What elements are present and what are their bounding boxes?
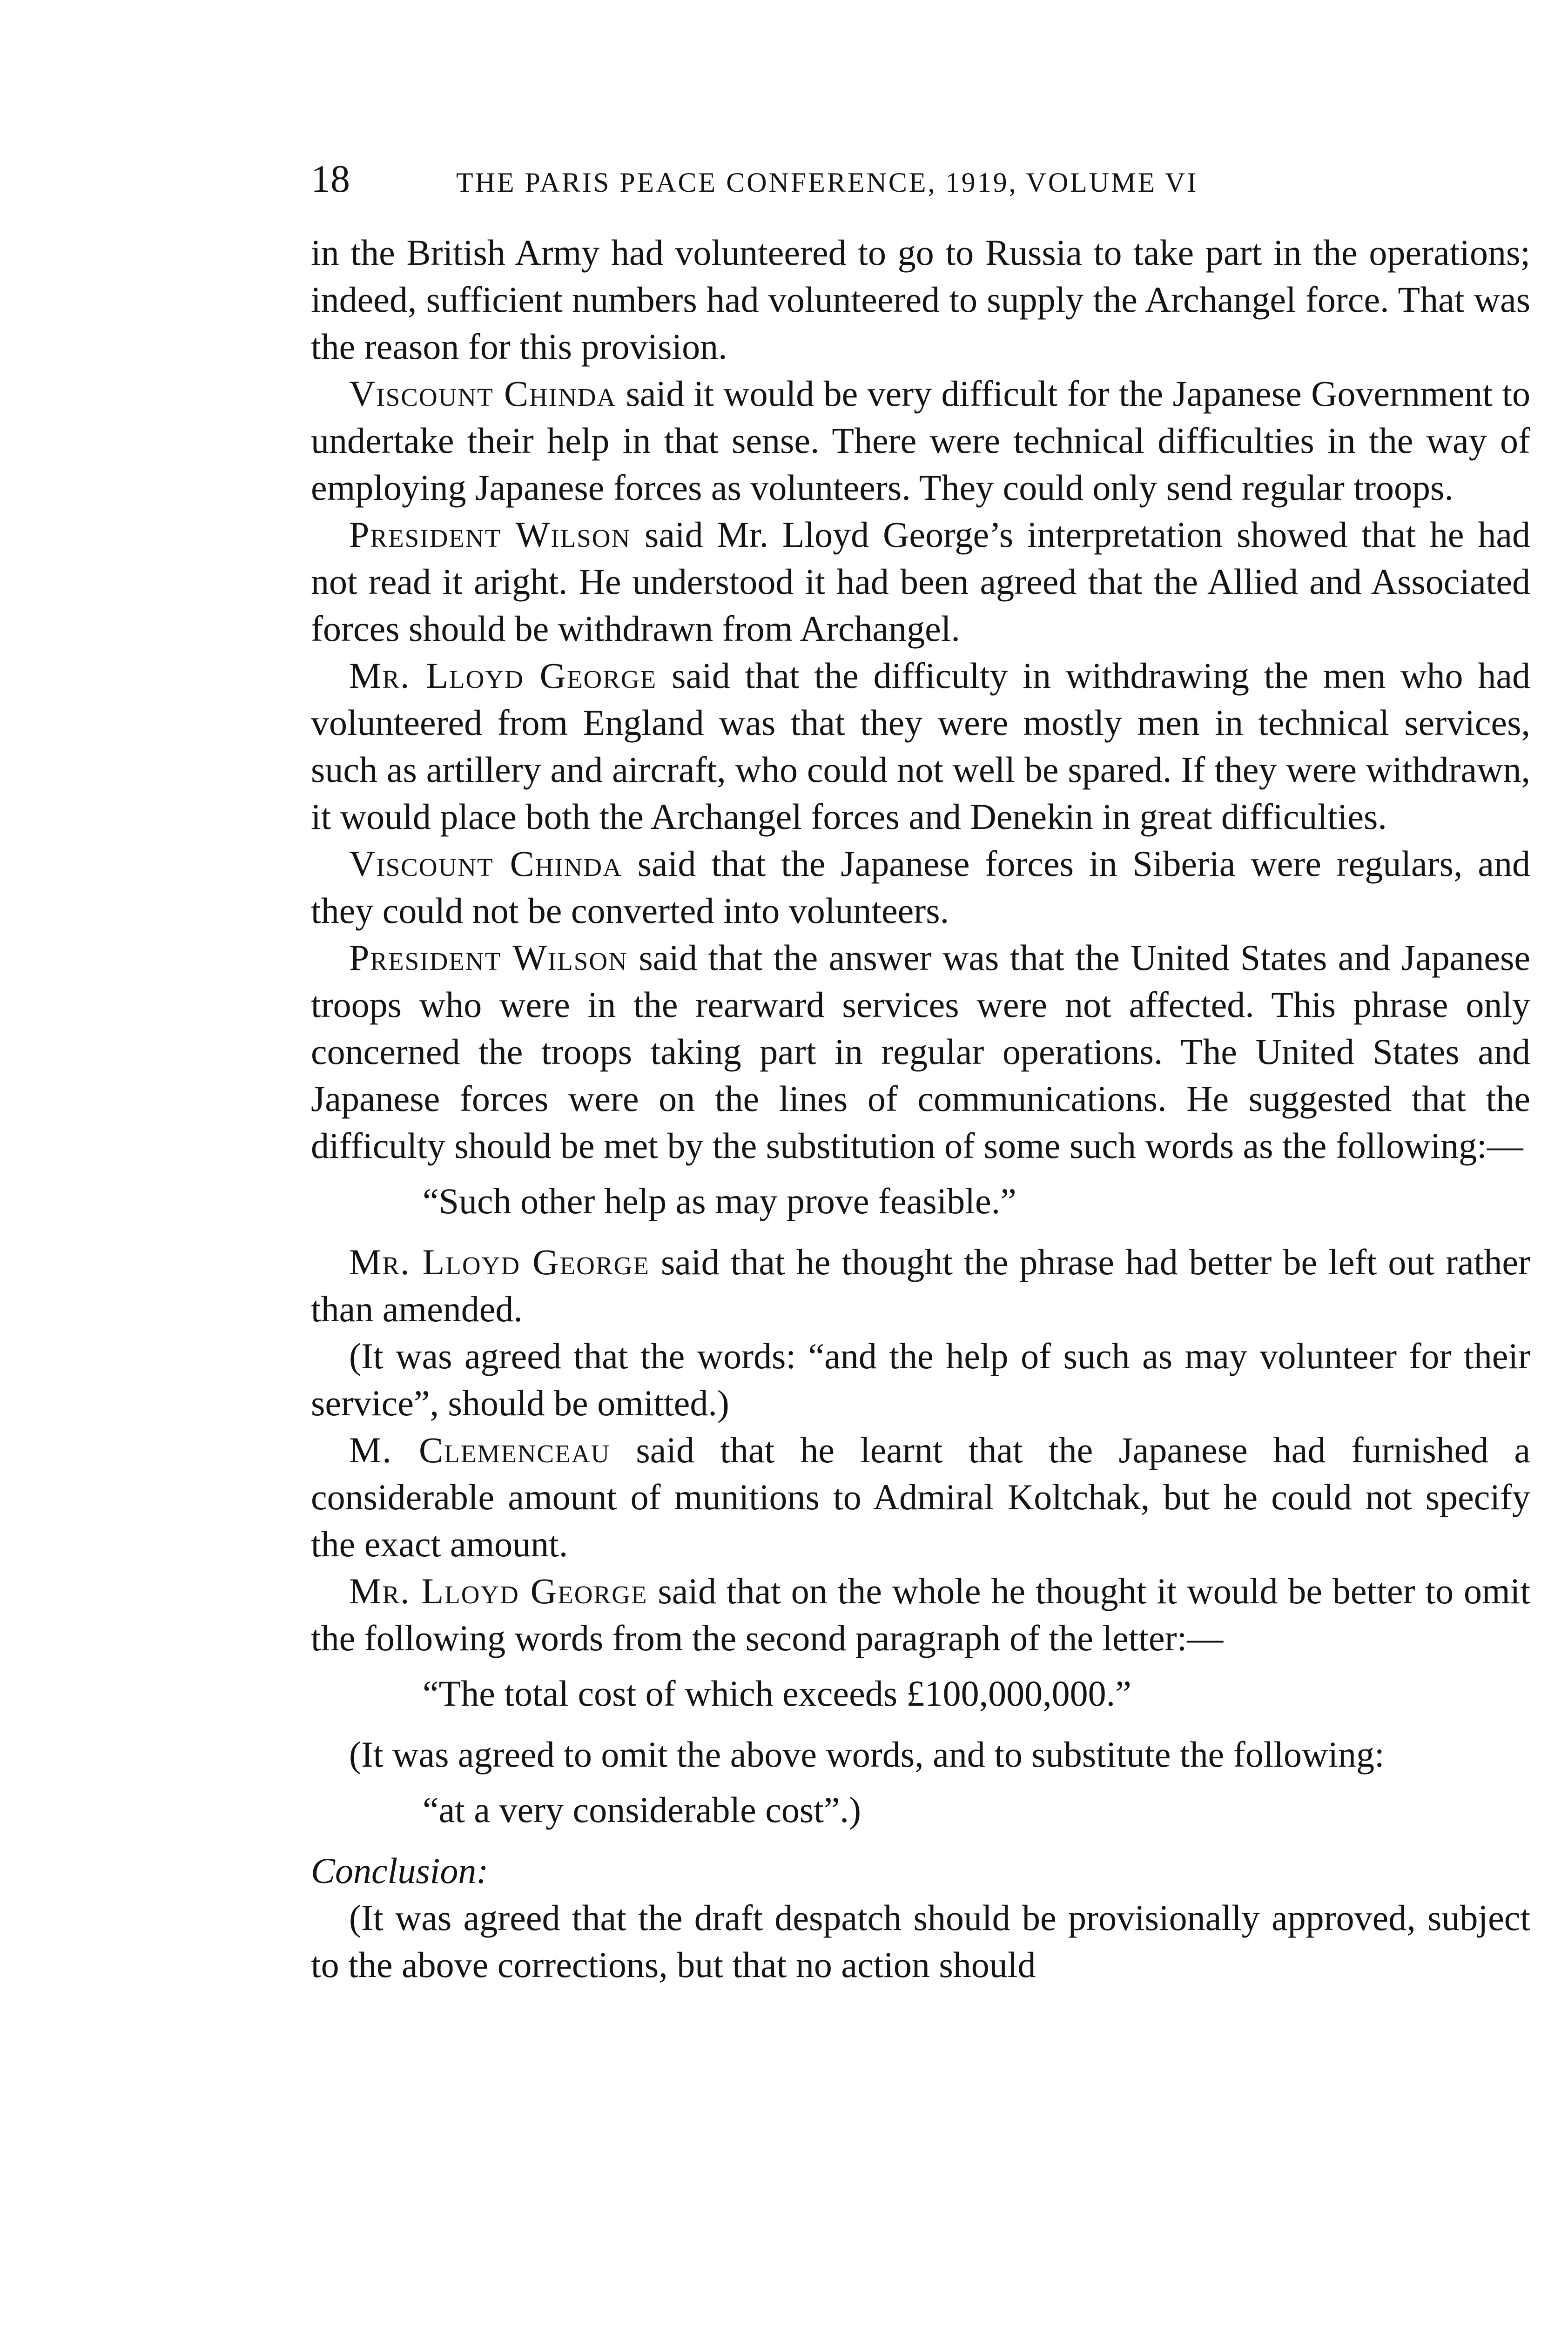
paragraph-lloyd-george-3	[311, 1567, 1530, 1661]
paragraph-text: said that on the whole he thought it would be better to omit the following words from the second paragraph of the letter:—	[311, 1571, 1530, 1658]
speaker-name: President Wilson	[349, 937, 628, 978]
block-quote: “Such other help as may prove feasible.”	[423, 1181, 1016, 1221]
paragraph-agreement-1	[311, 1332, 1530, 1426]
paragraph-conclusion	[311, 1894, 1530, 1988]
paragraph-text: said that the Japanese forces in Siberia were regulars, and they could not be converted into volunteers.	[311, 843, 1530, 931]
paragraph-lloyd-george-2	[311, 1238, 1530, 1332]
paragraph-agreement-2	[311, 1731, 1530, 1778]
page-number: 18	[311, 157, 350, 201]
paragraph-text: said that the answer was that the United States and Japanese troops who were in the rearward services were not affected. This phrase only concerned the troops taking part in regular operations. The United States and Japanese forces were on the lines of communications. He suggested that the difficulty should be met by the substitution of some such words as the following:—	[311, 937, 1530, 1166]
paragraph-text: said that the difficulty in withdrawing the men who had volunteered from England was that they were mostly men in technical services, such as artillery and aircraft, who could not well be spared. If they were withdrawn, it would place both the Archangel forces and Denekin in great difficulties.	[311, 655, 1530, 837]
paragraph-clemenceau	[311, 1426, 1530, 1567]
paragraph-text: said that he learnt that the Japanese had furnished a considerable amount of munitions to Admiral Koltchak, but he could not specify the exact amount.	[311, 1430, 1530, 1564]
paragraph-chinda-1	[311, 370, 1530, 511]
paragraph-text: said Mr. Lloyd George’s interpretation showed that he had not read it aright. He understood it had been agreed that the Allied and Associated forces should be withdrawn from Archangel.	[311, 514, 1530, 649]
speaker-name: Mr. Lloyd George	[349, 1242, 650, 1282]
block-quote: “The total cost of which exceeds £100,000,000.”	[423, 1673, 1131, 1714]
paragraph-chinda-2	[311, 840, 1530, 934]
running-head	[311, 154, 1530, 205]
paragraph-text: said that he thought the phrase had better be left out rather than amended.	[311, 1242, 1530, 1329]
speaker-name: M. Clemenceau	[349, 1430, 611, 1470]
speaker-name: President Wilson	[349, 514, 631, 555]
speaker-name: Viscount Chinda	[349, 843, 622, 884]
speaker-name: Viscount Chinda	[349, 373, 617, 414]
paragraph-text: in the British Army had volunteered to go to Russia to take part in the operations; indeed, sufficient numbers had volunteered to supply the Archangel force. That was the reason for this provision.	[311, 232, 1530, 367]
running-title: THE PARIS PEACE CONFERENCE, 1919, VOLUME VI	[456, 167, 1198, 198]
paragraph-lloyd-george-1	[311, 652, 1530, 840]
body-text	[311, 229, 1530, 1988]
paragraph-wilson-2	[311, 934, 1530, 1169]
paragraph-wilson-1	[311, 511, 1530, 652]
paragraph-text: (It was agreed to omit the above words, and to substitute the following:	[349, 1734, 1385, 1775]
paragraph-text: (It was agreed that the draft despatch should be provisionally approved, subject to the above corrections, but that no action should	[311, 1897, 1530, 1985]
conclusion-heading: Conclusion:	[311, 1850, 489, 1891]
paragraph-text: (It was agreed that the words: “and the help of such as may volunteer for their service”, should be omitted.)	[311, 1336, 1530, 1423]
paragraph-continued	[311, 229, 1530, 370]
speaker-name: Mr. Lloyd George	[349, 655, 657, 696]
speaker-name: Mr. Lloyd George	[349, 1571, 648, 1611]
paragraph-text: said it would be very difficult for the Japanese Government to undertake their help in that sense. There were technical difficulties in the way of employing Japanese forces as volunteers. They could only send regular troops.	[311, 373, 1530, 508]
block-quote: “at a very considerable cost”.)	[423, 1789, 861, 1830]
